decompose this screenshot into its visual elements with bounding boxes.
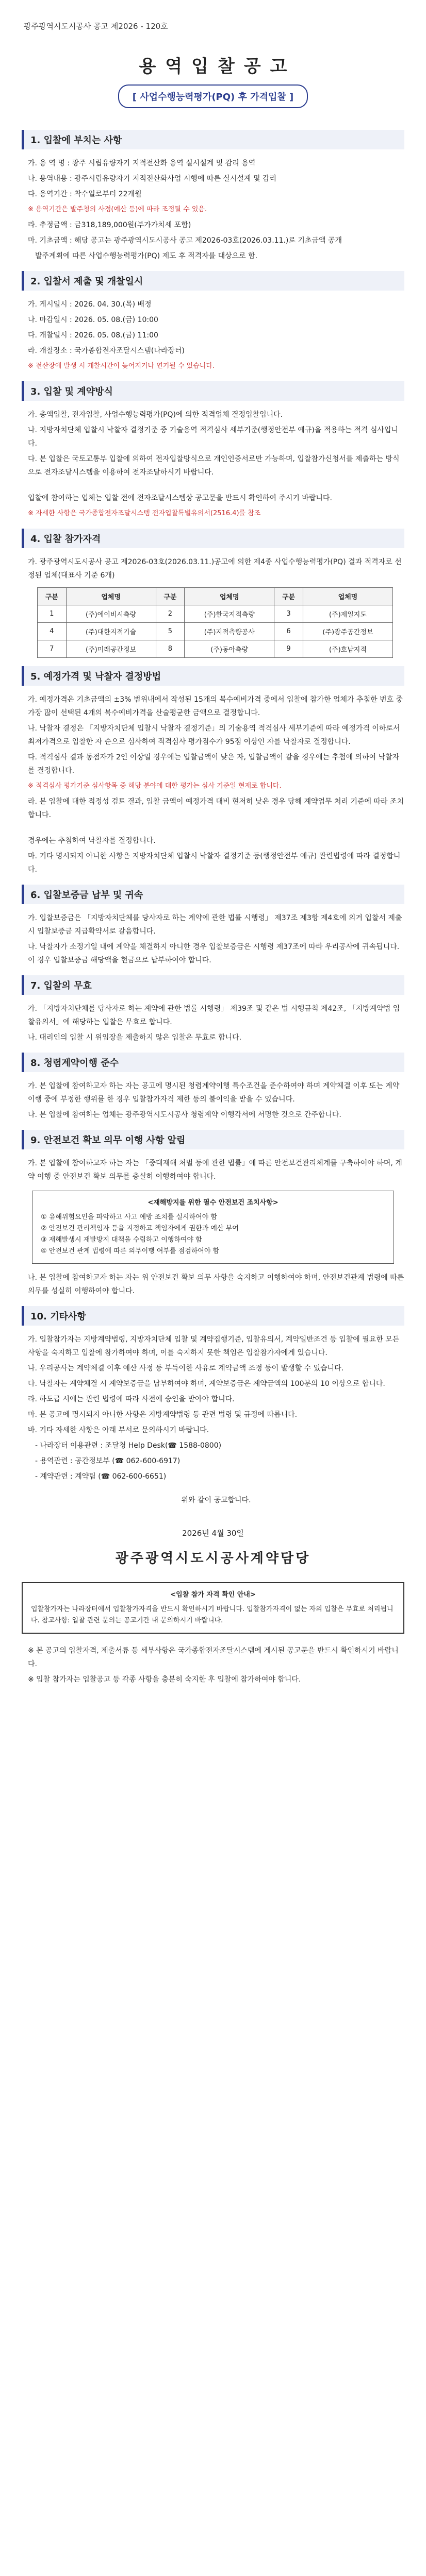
table-cell: 8	[156, 640, 185, 658]
s5-item: 다. 적격심사 결과 동점자가 2인 이상일 경우에는 입찰금액이 낮은 자, 입찰금액이 같을 경우에는 추첨에 의하여 낙찰자를 결정합니다.	[28, 753, 400, 775]
table-cell: (주)동아측량	[185, 640, 274, 658]
section-8	[22, 1053, 404, 1122]
table-row	[38, 640, 393, 658]
s10-item: 다. 낙찰자는 계약체결 시 계약보증금을 납부하여야 하며, 계약보증금은 계약금액의 100분의 10 이상으로 합니다.	[28, 1380, 385, 1388]
s9-item: 가. 본 입찰에 참여하고자 하는 자는 「중대재해 처벌 등에 관한 법률」에 따른 안전보건관리체계를 구축하여야 하며, 계약 이행 중 안전보건 확보 의무를 충실히 이행하여야 합니다.	[28, 1159, 402, 1181]
s3-note: ※ 자세한 사항은 국가종합전자조달시스템 전자입찰특별유의서(2516.4)를 참조	[28, 510, 261, 517]
table-header-row	[38, 588, 393, 605]
s5-item: 라. 본 입찰에 대한 적정성 검토 결과, 입찰 금액이 예정가격 대비 현저히 낮은 경우 당해 계약업무 처리 기준에 따라 조치합니다.	[28, 798, 404, 819]
safety-box-item: ② 안전보건 관리책임자 등을 지정하고 책임자에게 권한과 예산 부여	[41, 1225, 239, 1232]
section-2-heading: 2. 입찰서 제출 및 개찰일시	[22, 271, 404, 291]
s6-item: 가. 입찰보증금은 「지방자치단체를 당사자로 하는 계약에 관한 법률 시행령」 제37조 제3항 제4호에 의거 입찰서 제출 시 입찰보증금 지급확약서로 갈음합니다.	[28, 914, 402, 936]
table-cell: 1	[38, 605, 67, 623]
section-8-heading: 8. 청렴계약이행 준수	[22, 1053, 404, 1072]
safety-box-item: ① 유해위험요인을 파악하고 사고 예방 조치를 실시하여야 함	[41, 1213, 217, 1221]
section-7-heading: 7. 입찰의 무효	[22, 975, 404, 995]
col-header: 업체명	[185, 588, 274, 605]
s7-item: 가. 「지방자치단체를 당사자로 하는 계약에 관한 법률 시행령」 제39조 및 같은 법 시행규칙 제42조, 「지방계약법 입찰유의서」에 해당하는 입찰은 무효로 합니다.	[28, 1005, 400, 1026]
table-row	[38, 623, 393, 640]
contact-line: - 용역관련 : 공간정보부 (☎ 062-600-6917)	[35, 1457, 181, 1465]
col-header: 업체명	[303, 588, 392, 605]
section-10-heading: 10. 기타사항	[22, 1306, 404, 1326]
col-header: 업체명	[66, 588, 156, 605]
s6-item: 나. 낙찰자가 소정기일 내에 계약을 체결하지 아니한 경우 입찰보증금은 시행령 제37조에 따라 우리공사에 귀속됩니다. 이 경우 입찰보증금 해당액을 현금으로 납부하여야 합니다.	[28, 943, 400, 964]
section-5-heading: 5. 예정가격 및 낙찰자 결정방법	[22, 666, 404, 686]
contact-line: - 계약관련 : 계약팀 (☎ 062-600-6651)	[35, 1472, 167, 1481]
s4-intro: 가. 광주광역시도시공사 공고 제2026-03호(2026.03.11.)공고에 의한 제4종 사업수행능력평가(PQ) 결과 적격자로 선정된 업체(대표사 기준 6개)	[28, 558, 402, 580]
safety-box-title: <재해방지를 위한 필수 안전보건 조치사항>	[148, 1199, 278, 1207]
section-1	[22, 130, 404, 263]
s10-item: 가. 입찰참가자는 지방계약법령, 지방자치단체 입찰 및 계약집행기준, 입찰유의서, 계약일반조건 등 입찰에 필요한 모든 사항을 숙지하고 입찰에 참가하여야 하며, 이를 숙지하지 못한 책임은 입찰참가자에게 있습니다.	[28, 1335, 400, 1357]
table-cell: (주)한국지적측량	[185, 605, 274, 623]
s10-item: 바. 기타 자세한 사항은 아래 부서로 문의하시기 바랍니다.	[28, 1426, 209, 1434]
s1-item: 가. 용 역 명 : 광주 시립유량자기 지적전산화 용역 실시설계 및 감리 용역	[28, 159, 256, 167]
s1-item: 발주계획에 따른 사업수행능력평가(PQ) 제도 후 적격자를 대상으로 함.	[35, 252, 258, 260]
section-9-heading: 9. 안전보건 확보 의무 이행 사항 알림	[22, 1130, 404, 1149]
s1-item: 라. 추정금액 : 금318,189,000원(부가가치세 포함)	[28, 221, 191, 229]
table-cell: 3	[274, 605, 303, 623]
table-cell: 7	[38, 640, 67, 658]
s8-item: 가. 본 입찰에 참여하고자 하는 자는 공고에 명시된 청렴계약이행 특수조건을 준수하여야 하며 계약체결 이후 또는 계약 이행 중에 부정한 행위를 한 경우 입찰참가자격 제한 등의 불이익을 받을 수 있습니다.	[28, 1082, 400, 1104]
safety-box	[32, 1191, 394, 1264]
s2-note: ※ 전산장애 발생 시 개찰시간이 늦어지거나 연기될 수 있습니다.	[28, 362, 215, 370]
safety-box-item: ④ 안전보건 관계 법령에 따른 의무이행 여부를 점검하여야 함	[41, 1247, 220, 1255]
col-header: 구분	[156, 588, 185, 605]
final-note: ※ 본 공고의 입찰자격, 제출서류 등 세부사항은 국가종합전자조달시스템에 게시된 공고문을 반드시 확인하시기 바랍니다.	[28, 1647, 399, 1668]
s3-item: 입찰에 참여하는 업체는 입찰 전에 전자조달시스템상 공고문을 반드시 확인하여 주시기 바랍니다.	[28, 494, 332, 502]
s1-note: ※ 용역기간은 발주청의 사정(예산 등)에 따라 조정될 수 있음.	[28, 206, 207, 213]
section-5	[22, 666, 404, 876]
s5-item: 가. 예정가격은 기초금액의 ±3% 범위내에서 작성된 15개의 복수예비가격 중에서 입찰에 참가한 업체가 추첨한 번호 중 가장 많이 선택된 4개의 복수예비가격을 산술평균한 금액으로 결정합니다.	[28, 696, 403, 717]
page-subtitle: [ 사업수행능력평가(PQ) 후 가격입찰 ]	[118, 84, 308, 108]
section-4	[22, 529, 404, 658]
table-cell: (주)대한지적기술	[66, 623, 156, 640]
s10-item: 라. 하도급 시에는 관련 법령에 따라 사전에 승인을 받아야 합니다.	[28, 1395, 235, 1403]
table-cell: (주)에이비시측량	[66, 605, 156, 623]
final-note: ※ 입찰 참가자는 입찰공고 등 각종 사항을 충분히 숙지한 후 입찰에 참가하여야 합니다.	[28, 1675, 301, 1684]
s3-item: 나. 지방자치단체 입찰시 낙찰자 결정기준 중 기술용역 적격심사 세부기준(행정안전부 예규)을 적용하는 적격 심사입니다.	[28, 426, 398, 448]
guide-box	[22, 1582, 404, 1634]
section-6-heading: 6. 입찰보증금 납부 및 귀속	[22, 885, 404, 904]
page-title: 용역입찰공고	[139, 56, 297, 77]
s2-item: 다. 개찰일시 : 2026. 05. 08.(금) 11:00	[28, 331, 158, 340]
s3-item: 가. 총액입찰, 전자입찰, 사업수행능력평가(PQ)에 의한 적격업체 결정입찰입니다.	[28, 411, 283, 419]
section-6	[22, 885, 404, 967]
guide-text: 입찰참가자는 나라장터에서 입찰참가자격을 반드시 확인하시기 바랍니다. 입찰참가자격이 없는 자의 입찰은 무효로 처리됩니다. 참고사항: 입찰 관련 문의는 공고기간 내 문의하시기 바랍니다.	[31, 1605, 394, 1624]
table-row	[38, 605, 393, 623]
section-1-heading: 1. 입찰에 부치는 사항	[22, 130, 404, 149]
table-cell: 4	[38, 623, 67, 640]
s5-item: 마. 기타 명시되지 아니한 사항은 지방자치단체 입찰시 낙찰자 결정기준 등(행정안전부 예규) 관련법령에 따라 결정합니다.	[28, 852, 401, 874]
s1-item: 나. 용역내용 : 광주시립유량자기 지적전산화사업 시행에 따른 실시설계 및 감리	[28, 175, 276, 183]
notice-number: 광주광역시도시공사 공고 제2026 - 120호	[24, 22, 168, 31]
section-3-heading: 3. 입찰 및 계약방식	[22, 381, 404, 401]
title-box	[22, 52, 404, 108]
s10-item: 나. 우리공사는 계약체결 이후 예산 사정 등 부득이한 사유로 계약금액 조정 등이 발생할 수 있습니다.	[28, 1364, 344, 1372]
s5-item: 나. 낙찰자 결정은 「지방자치단체 입찰시 낙찰자 결정기준」의 기술용역 적격심사 세부기준에 따라 예정가격 이하로서 최저가격으로 입찰한 자 순으로 심사하여 적격심사 평가점수가 95점 이상인 자를 낙찰자로 결정합니다.	[28, 724, 400, 746]
s2-item: 나. 마감일시 : 2026. 05. 08.(금) 10:00	[28, 316, 158, 324]
table-cell: (주)광주공간정보	[303, 623, 392, 640]
col-header: 구분	[274, 588, 303, 605]
section-3	[22, 381, 404, 520]
s2-item: 가. 게시일시 : 2026. 04. 30.(목) 배정	[28, 300, 152, 309]
organization-name: 광주광역시도시공사계약담당	[115, 1551, 311, 1566]
table-cell: 9	[274, 640, 303, 658]
table-cell: 6	[274, 623, 303, 640]
s1-item: 다. 용역기간 : 착수일로부터 22개월	[28, 190, 142, 198]
section-9	[22, 1130, 404, 1298]
safety-box-item: ③ 재해발생시 재발방지 대책을 수립하고 이행하여야 함	[41, 1236, 202, 1244]
table-cell: 2	[156, 605, 185, 623]
section-10	[22, 1306, 404, 1507]
col-header: 구분	[38, 588, 67, 605]
closing-text: 위와 같이 공고합니다.	[181, 1496, 251, 1504]
table-cell: (주)미래공간정보	[66, 640, 156, 658]
notice-date: 2026년 4월 30일	[182, 1529, 244, 1538]
s5-item: 경우에는 추첨하여 낙찰자를 결정합니다.	[28, 837, 156, 845]
s1-item: 마. 기초금액 : 해당 공고는 광주광역시도시공사 공고 제2026-03호(2026.03.11.)로 기초금액 공개	[28, 236, 342, 245]
table-cell: (주)지적측량공사	[185, 623, 274, 640]
s2-item: 라. 개찰장소 : 국가종합전자조달시스템(나라장터)	[28, 347, 185, 355]
section-7	[22, 975, 404, 1044]
guide-title: <입찰 참가 자격 확인 안내>	[170, 1591, 256, 1599]
section-2	[22, 271, 404, 373]
table-cell: (주)호남지적	[303, 640, 392, 658]
s3-item: 다. 본 입찰은 국토교통부 입찰에 의하여 전자입찰방식으로 개인인증서로만 가능하며, 입찰참가신청서를 제출하는 방식으로 전자조달시스템을 이용하여 전자조달하시기 바랍니다.	[28, 455, 400, 477]
contact-line: - 나라장터 이용관련 : 조달청 Help Desk(☎ 1588-0800)	[35, 1442, 222, 1450]
s5-note: ※ 적격심사 평가기준 심사항목 중 해당 분야에 대한 평가는 심사 기준일 현재로 합니다.	[28, 782, 282, 790]
section-4-heading: 4. 입찰 참가자격	[22, 529, 404, 548]
table-cell: (주)제일지도	[303, 605, 392, 623]
s10-item: 마. 본 공고에 명시되지 아니한 사항은 지방계약법령 등 관련 법령 및 규정에 따릅니다.	[28, 1411, 298, 1419]
s9-item: 나. 본 입찰에 참여하고자 하는 자는 위 안전보건 확보 의무 사항을 숙지하고 이행하여야 하며, 안전보건관계 법령에 따른 의무를 성실히 이행하여야 합니다.	[28, 1274, 404, 1295]
eligible-companies-table	[37, 587, 393, 658]
table-cell: 5	[156, 623, 185, 640]
s8-item: 나. 본 입찰에 참여하는 업체는 광주광역시도시공사 청렴계약 이행각서에 서명한 것으로 간주합니다.	[28, 1111, 341, 1119]
s7-item: 나. 대리인의 입찰 시 위임장을 제출하지 않은 입찰은 무효로 합니다.	[28, 1033, 242, 1042]
